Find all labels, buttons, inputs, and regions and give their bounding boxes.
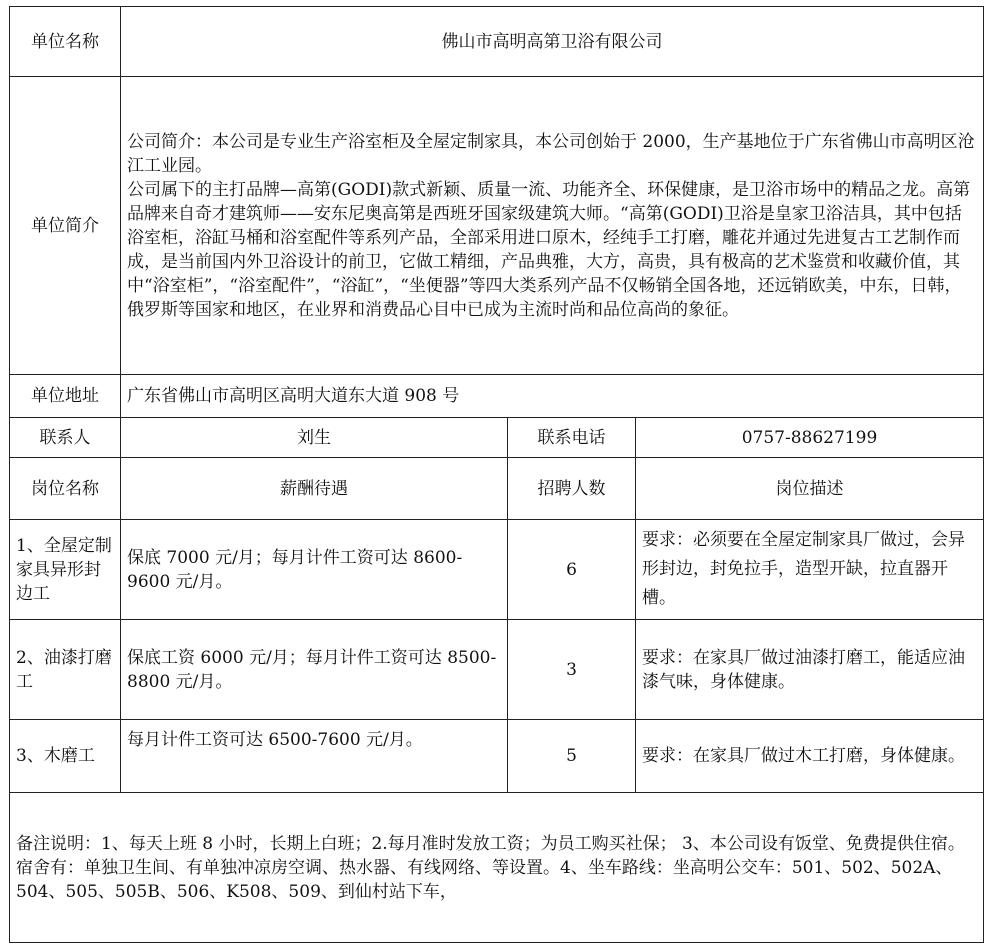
company-address: 广东省佛山市高明区高明大道东大道 908 号 bbox=[121, 375, 984, 418]
remarks: 备注说明：1、每天上班 8 小时，长期上白班；2.每月准时发放工资；为员工购买社保； 3、本公司设有饭堂、免费提供住宿。宿舍有：单独卫生间、有单独冲凉房空调、热水器、有线网络、等设置。4、坐车路线：坐高明公交车：501、502、502A、504、505、505B、506、K508、509、到仙村站下车， bbox=[10, 793, 984, 943]
phone-number: 0757-88627199 bbox=[636, 418, 984, 458]
intro-paragraph: 公司简介：本公司是专业生产浴室柜及全屋定制家具，本公司创始于 2000，生产基地位于广东省佛山市高明区沧江工业园。 bbox=[127, 131, 975, 176]
company-intro-label: 单位简介 bbox=[10, 77, 121, 375]
job-count: 3 bbox=[508, 620, 636, 720]
job-description: 要求：必须要在全屋定制家具厂做过，会异形封边，封免拉手，造型开缺，拉直器开槽。 bbox=[636, 520, 984, 620]
intro-paragraph: 公司属下的主打品牌—高第(GODI)款式新颖、质量一流、功能齐全、环保健康，是卫浴市场中的精品之龙。高第品牌来自奇才建筑师——安东尼奥高第是西班牙国家级建筑大师。“高第(GODI)卫浴是皇家卫浴洁具，其中包括浴室柜，浴缸马桶和浴室配件等系列产品，全部采用进口原木，经纯手工打磨，雕花并通过先进复古工艺制作而成，是当前国内外卫浴设计的前卫，它做工精细，产品典雅，大方，高贵，具有极高的艺术鉴赏和收藏价值，其中“浴室柜”，“浴室配件”，“浴缸”，“坐便器”等四大类系列产品不仅畅销全国各地，还远销欧美，中东，日韩，俄罗斯等国家和地区，在业界和消费品心目中已成为主流时尚和品位高尚的象征。 bbox=[127, 179, 971, 320]
header-count: 招聘人数 bbox=[508, 458, 636, 520]
job-title: 1、全屋定制家具异形封边工 bbox=[10, 520, 121, 620]
job-count: 5 bbox=[508, 720, 636, 793]
contact-row bbox=[10, 418, 984, 458]
company-address-row bbox=[10, 375, 984, 418]
remarks-row bbox=[10, 793, 984, 943]
company-address-label: 单位地址 bbox=[10, 375, 121, 418]
company-name: 佛山市高明高第卫浴有限公司 bbox=[121, 7, 984, 77]
job-description: 要求：在家具厂做过木工打磨，身体健康。 bbox=[636, 720, 984, 793]
job-title: 2、油漆打磨工 bbox=[10, 620, 121, 720]
company-intro-row bbox=[10, 77, 984, 375]
jobs-header-row bbox=[10, 458, 984, 520]
job-row bbox=[10, 620, 984, 720]
job-title: 3、木磨工 bbox=[10, 720, 121, 793]
job-salary: 保底工资 6000 元/月；每月计件工资可达 8500-8800 元/月。 bbox=[121, 620, 508, 720]
company-name-row bbox=[10, 7, 984, 77]
job-count: 6 bbox=[508, 520, 636, 620]
header-salary: 薪酬待遇 bbox=[121, 458, 508, 520]
header-description: 岗位描述 bbox=[636, 458, 984, 520]
job-salary: 每月计件工资可达 6500-7600 元/月。 bbox=[121, 720, 508, 793]
company-intro bbox=[121, 77, 984, 375]
job-row bbox=[10, 520, 984, 620]
job-description: 要求：在家具厂做过油漆打磨工，能适应油漆气味，身体健康。 bbox=[636, 620, 984, 720]
company-name-label: 单位名称 bbox=[10, 7, 121, 77]
contact-name: 刘生 bbox=[121, 418, 508, 458]
job-row bbox=[10, 720, 984, 793]
contact-label: 联系人 bbox=[10, 418, 121, 458]
header-position: 岗位名称 bbox=[10, 458, 121, 520]
job-salary: 保底 7000 元/月；每月计件工资可达 8600-9600 元/月。 bbox=[121, 520, 508, 620]
recruitment-table bbox=[9, 6, 984, 943]
phone-label: 联系电话 bbox=[508, 418, 636, 458]
